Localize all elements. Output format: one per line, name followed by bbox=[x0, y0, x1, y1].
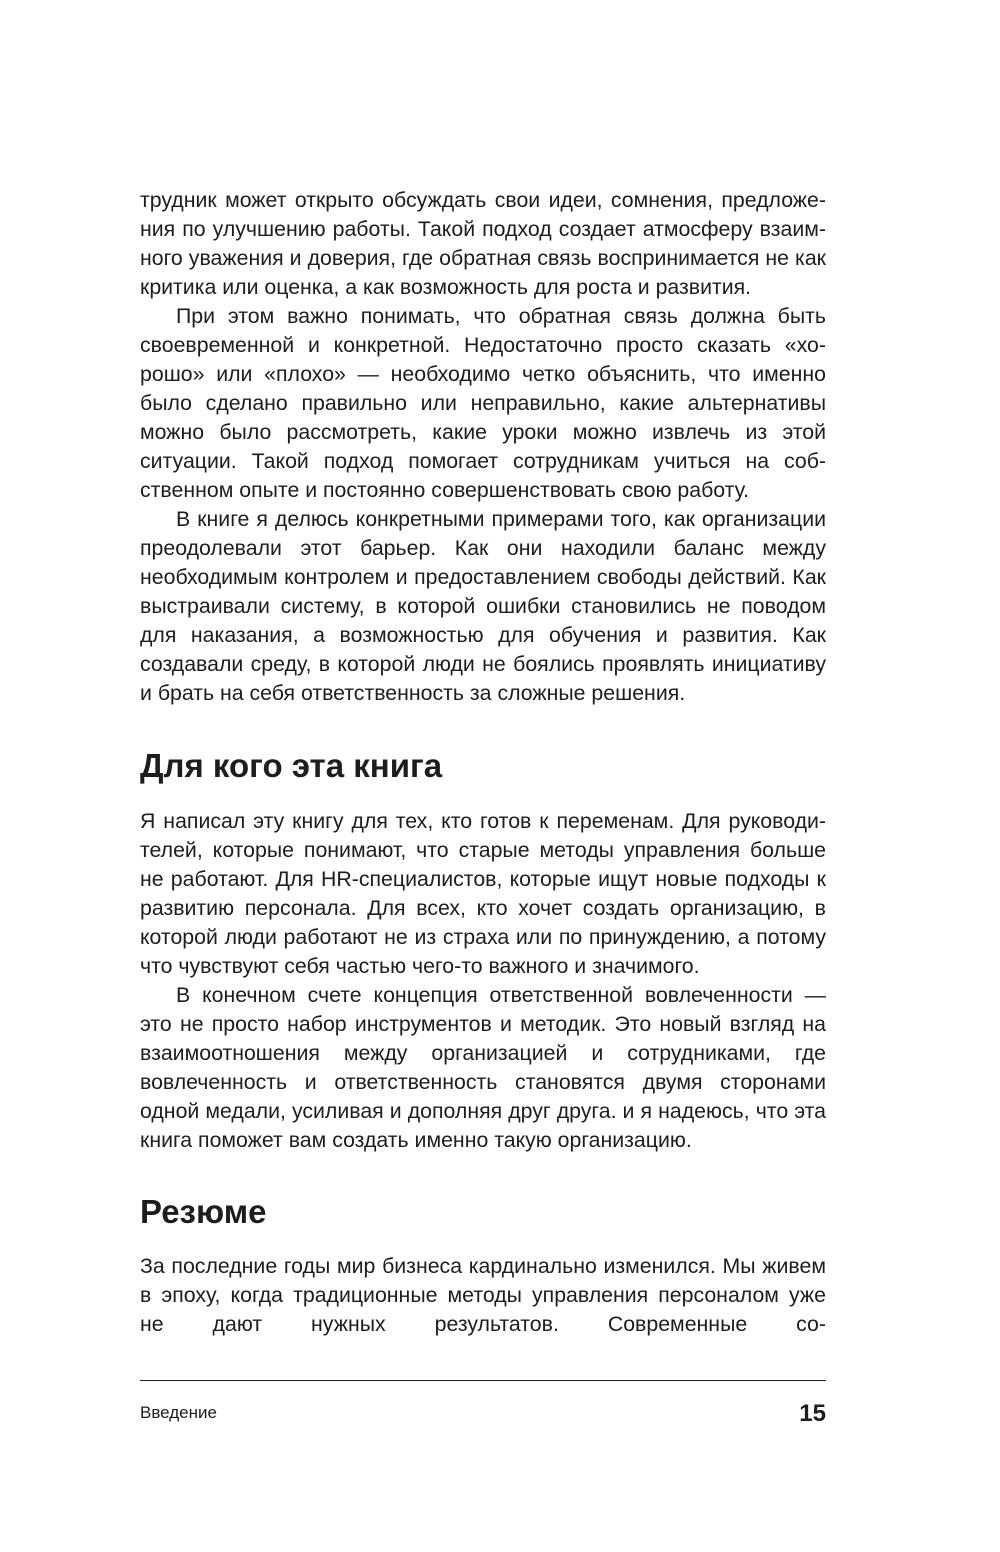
body-paragraph: За последние годы мир бизнеса кардинально изменился. Мы живем в эпоху, когда традиционные методы управления персоналом уже не дают нужных результатов. Современные со- bbox=[140, 1254, 826, 1336]
body-paragraph: При этом важно понимать, что обратная связь должна быть своевременной и конкретной. Недостаточно просто сказать «хорошо» или «плохо» — необходимо четко объяснить, что именно было сделано правильно или неправильно, какие альтернативы можно было рассмотреть, какие уроки можно извлечь из этой ситуации. Такой подход помогает сотрудникам учиться на собственном опыте и постоянно совершенствовать свою работу. bbox=[140, 304, 826, 502]
section-heading: Для кого эта книга bbox=[140, 747, 443, 784]
page-body bbox=[140, 186, 826, 1339]
footer-divider bbox=[140, 1380, 826, 1381]
running-footer-section: Введение bbox=[140, 1403, 217, 1422]
body-paragraph: Я написал эту книгу для тех, кто готов к переменам. Для руководителей, которые понимают, что старые методы управления больше не работают. Для HR-специалистов, которые ищут новые подходы к развитию персонала. Для всех, кто хочет создать организацию, в которой люди работают не из страха или по принуждению, а потому что чувствуют себя частью чего-то важного и значимого. bbox=[140, 809, 826, 978]
section-heading: Резюме bbox=[140, 1193, 267, 1230]
body-paragraph: трудник может открыто обсуждать свои идеи, сомнения, предложения по улучшению работы. Такой подход создает атмосферу взаимного уважения и доверия, где обратная связь воспринимается не как критика или оценка, а как возможность для роста и развития. bbox=[140, 188, 826, 299]
body-paragraph: В книге я делюсь конкретными примерами того, как организации преодолевали этот барьер. Как они находили баланс между необходимым контролем и предоставлением свободы действий. Как выстраивали систему, в которой ошибки становились не поводом для наказания, а возможностью для обучения и развития. Как создавали среду, в которой люди не боялись проявлять инициативу и брать на себя ответственность за сложные решения. bbox=[140, 507, 826, 705]
body-paragraph: В конечном счете концепция ответственной вовлеченности — это не просто набор инструментов и методик. Это новый взгляд на взаимоотношения между организацией и сотрудниками, где вовлеченность и ответственность становятся двумя сторонами одной медали, усиливая и дополняя друг друга. и я надеюсь, что эта книга поможет вам создать именно такую организацию. bbox=[140, 983, 826, 1152]
page-number: 15 bbox=[799, 1400, 826, 1427]
